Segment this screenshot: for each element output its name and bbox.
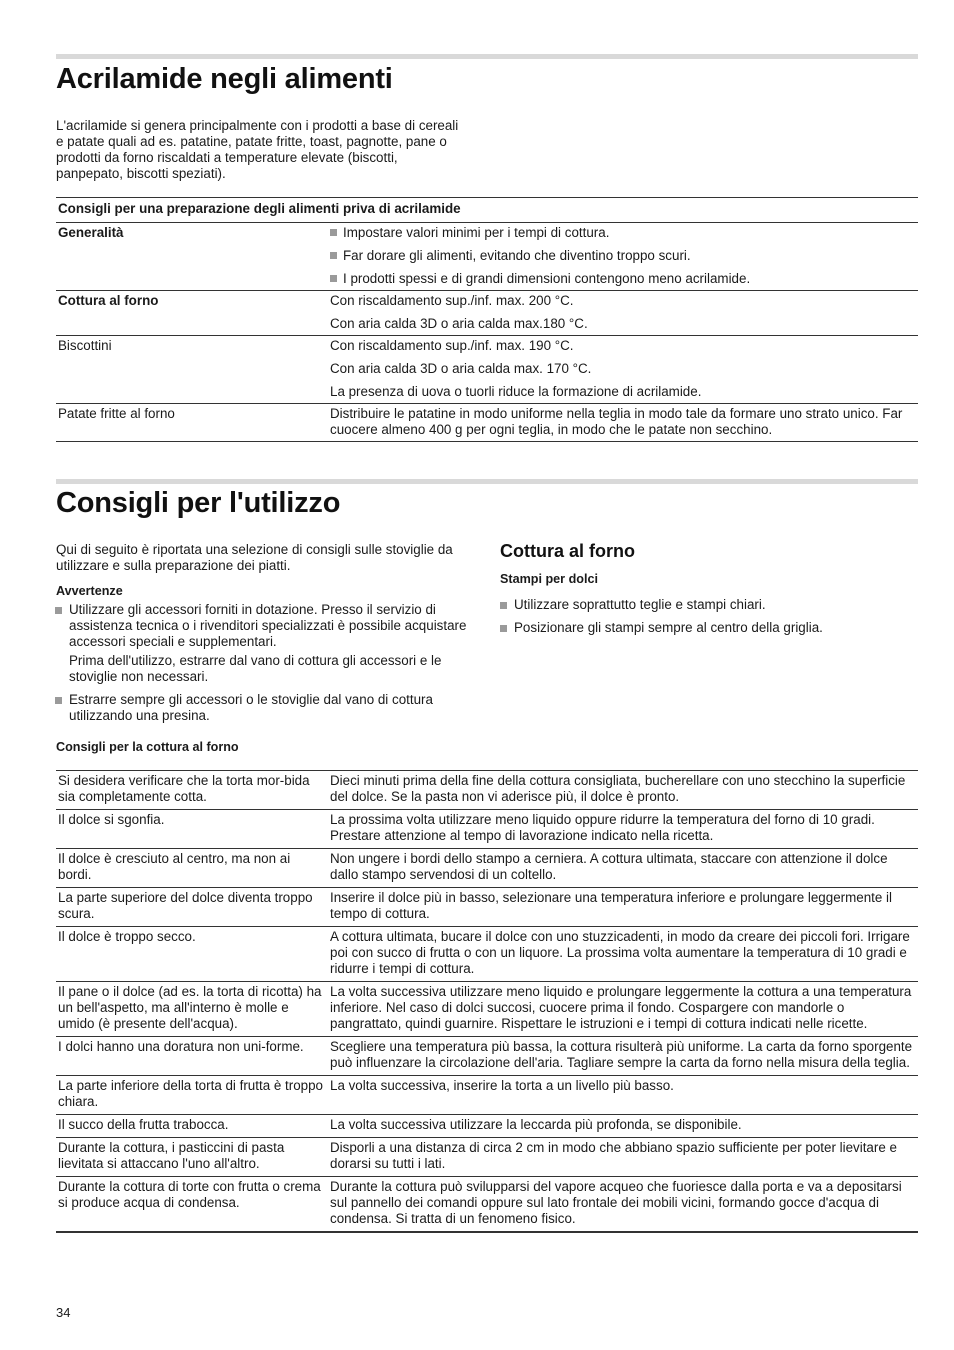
row-label: Biscottini xyxy=(58,338,112,353)
acrylamide-table xyxy=(56,197,918,442)
solution-cell: Inserire il dolce più in basso, selezionare una temperatura inferiore e prolungare leggermente il tempo di cottura. xyxy=(330,890,892,921)
solution-cell: La volta successiva, inserire la torta a un livello più basso. xyxy=(330,1078,674,1093)
warnings-list xyxy=(55,602,475,724)
problem-cell: I dolci hanno una doratura non uni-forme. xyxy=(58,1039,304,1054)
solution-cell: La volta successiva utilizzare la leccarda più profonda, se disponibile. xyxy=(330,1117,742,1132)
bullet-square-icon xyxy=(55,697,62,704)
problem-cell: La parte inferiore della torta di frutta è troppo chiara. xyxy=(58,1078,323,1109)
problem-cell: La parte superiore del dolce diventa troppo scura. xyxy=(58,890,313,921)
acrylamide-table-row xyxy=(56,404,918,442)
row-value-line xyxy=(330,271,914,287)
mold-tip-item xyxy=(500,597,918,613)
row-value-text: Con riscaldamento sup./inf. max. 200 °C. xyxy=(330,293,574,308)
row-values xyxy=(328,291,918,336)
row-value-text: La presenza di uova o tuorli riduce la formazione di acrilamide. xyxy=(330,384,702,399)
molds-heading: Stampi per dolci xyxy=(500,572,598,586)
warning-text: Estrarre sempre gli accessori o le stoviglie dal vano di cottura utilizzando una presina. xyxy=(69,692,433,723)
acrylamide-table-title: Consigli per una preparazione degli alimenti priva di acrilamide xyxy=(56,198,918,223)
solution-cell: Disporli a una distanza di circa 2 cm in modo che abbiano spazio sufficiente per poter lievitare e dorarsi su tutti i lati. xyxy=(330,1140,897,1171)
mold-tip-text: Utilizzare soprattutto teglie e stampi chiari. xyxy=(514,597,766,612)
row-label: Generalità xyxy=(58,225,124,240)
problem-cell: Durante la cottura, i pasticcini di pasta lievitata si attaccano l'uno all'altro. xyxy=(58,1140,285,1171)
mold-tip-item xyxy=(500,620,918,636)
page-number: 34 xyxy=(56,1305,71,1320)
row-label: Patate fritte al forno xyxy=(58,406,175,421)
tips-table-row xyxy=(56,1138,918,1177)
tips-table-row xyxy=(56,1177,918,1233)
problem-cell: Il succo della frutta trabocca. xyxy=(58,1117,229,1132)
section-divider xyxy=(56,479,918,484)
row-value-line xyxy=(330,361,914,377)
baking-tips-table xyxy=(56,770,918,1233)
row-value-text: Con riscaldamento sup./inf. max. 190 °C. xyxy=(330,338,574,353)
problem-cell: Il dolce è troppo secco. xyxy=(58,929,196,944)
problem-cell: Il dolce è cresciuto al centro, ma non ai bordi. xyxy=(58,851,291,882)
row-value-line xyxy=(330,338,914,354)
row-value-text: Con aria calda 3D o aria calda max.180 °C. xyxy=(330,316,588,331)
row-value-line xyxy=(330,406,914,438)
tips-table-row xyxy=(56,1076,918,1115)
row-value-line xyxy=(330,248,914,264)
tips-table-row xyxy=(56,927,918,982)
warning-item xyxy=(55,602,475,650)
row-value-text: Impostare valori minimi per i tempi di cottura. xyxy=(343,225,610,240)
section-title-usage-tips: Consigli per l'utilizzo xyxy=(56,487,341,519)
row-value-line xyxy=(330,316,914,332)
baking-heading: Cottura al forno xyxy=(500,541,635,561)
tips-heading: Consigli per la cottura al forno xyxy=(56,740,239,754)
tips-table-row xyxy=(56,810,918,849)
solution-cell: La prossima volta utilizzare meno liquido oppure ridurre la temperatura del forno di 10 gradi. Prestare attenzione al tempo di lavorazione indicato nella ricetta. xyxy=(330,812,875,843)
tips-table-row xyxy=(56,771,918,810)
row-value-line xyxy=(330,293,914,309)
row-label: Cottura al forno xyxy=(58,293,159,308)
row-values xyxy=(328,404,918,442)
usage-intro: Qui di seguito è riportata una selezione di consigli sulle stoviglie da utilizzare e sulla preparazione dei piatti. xyxy=(56,542,453,573)
solution-cell: Durante la cottura può svilupparsi del vapore acqueo che fuoriesce dalla porta e va a depositarsi sul pannello dei comandi oppure sul lato frontale dei mobili vicini, formando gocce d'acqua di condensa. Si tratta di un fenomeno fisico. xyxy=(330,1179,902,1226)
bullet-square-icon xyxy=(330,275,337,282)
problem-cell: Si desidera verificare che la torta mor-bida sia completamente cotta. xyxy=(58,773,310,804)
warning-note: Prima dell'utilizzo, estrarre dal vano di cottura gli accessori e le stoviglie non necessari. xyxy=(69,653,442,684)
tips-table-row xyxy=(56,849,918,888)
bullet-square-icon xyxy=(55,607,62,614)
acrylamide-table-row xyxy=(56,291,918,336)
row-values xyxy=(328,336,918,404)
section-divider xyxy=(56,54,918,59)
row-value-text: Far dorare gli alimenti, evitando che diventino troppo scuri. xyxy=(343,248,691,263)
warning-item xyxy=(55,692,475,724)
row-value-line xyxy=(330,384,914,400)
tips-table-row xyxy=(56,888,918,927)
problem-cell: Il pane o il dolce (ad es. la torta di ricotta) ha un bell'aspetto, ma all'interno è molle e umido (è presente dell'acqua). xyxy=(58,984,322,1031)
row-value-text: Distribuire le patatine in modo uniforme nella teglia in modo tale da formare uno strato unico. Far cuocere almeno 400 g per ogni teglia, in modo che le patate non secchino. xyxy=(330,406,903,437)
bullet-square-icon xyxy=(330,252,337,259)
section-title-acrylamide: Acrilamide negli alimenti xyxy=(56,63,393,95)
row-values xyxy=(328,223,918,291)
tips-table-row xyxy=(56,1115,918,1138)
tips-table-row xyxy=(56,1037,918,1076)
problem-cell: Il dolce si sgonfia. xyxy=(58,812,165,827)
solution-cell: A cottura ultimata, bucare il dolce con uno stuzzicadenti, in modo da creare dei piccoli fori. Irrigare poi con succo di frutta o con un liquore. La prossima volta aumentare la temperatura di 10 gradi e ridurre i tempi di cottura. xyxy=(330,929,910,976)
bullet-square-icon xyxy=(500,602,507,609)
solution-cell: Scegliere una temperatura più bassa, la cottura risulterà più uniforme. La carta da forno sporgente può influenzare la circolazione dell'aria. Tagliare sempre la carta da forno nella misura della teglia. xyxy=(330,1039,913,1070)
acrylamide-intro: L'acrilamide si genera principalmente con i prodotti a base di cereali e patate quali ad es. patatine, patate fritte, toast, pagnotte, pane o prodotti da forno riscaldati a temperature elevate (biscotti, panpepato, biscotti speziati). xyxy=(56,118,459,181)
molds-list xyxy=(500,597,918,636)
warnings-heading: Avvertenze xyxy=(56,584,123,598)
bullet-square-icon xyxy=(330,229,337,236)
bullet-square-icon xyxy=(500,625,507,632)
solution-cell: Non ungere i bordi dello stampo a cerniera. A cottura ultimata, staccare con attenzione il dolce dallo stampo servendosi di un coltello. xyxy=(330,851,888,882)
row-value-text: Con aria calda 3D o aria calda max. 170 °C. xyxy=(330,361,592,376)
problem-cell: Durante la cottura di torte con frutta o crema si produce acqua di condensa. xyxy=(58,1179,321,1210)
row-value-line xyxy=(330,225,914,241)
row-value-text: I prodotti spessi e di grandi dimensioni contengono meno acrilamide. xyxy=(343,271,751,286)
solution-cell: Dieci minuti prima della fine della cottura consigliata, bucherellare con uno stecchino la superficie del dolce. Se la pasta non vi aderisce più, il dolce è pronto. xyxy=(330,773,906,804)
acrylamide-table-row xyxy=(56,223,918,291)
tips-table-row xyxy=(56,982,918,1037)
warning-text: Utilizzare gli accessori forniti in dotazione. Presso il servizio di assistenza tecnica o i rivenditori specializzati è possibile acquistare accessori speciali e supplementari. xyxy=(69,602,467,649)
solution-cell: La volta successiva utilizzare meno liquido e prolungare leggermente la cottura a una temperatura inferiore. Nel caso di dolci succosi, cuocere prima il fondo. Cospargere con mandorle o pangrattato, quindi guarnire. Rispettare le istruzioni e i tempi di cottura indicati nelle ricette. xyxy=(330,984,912,1031)
mold-tip-text: Posizionare gli stampi sempre al centro della griglia. xyxy=(514,620,823,635)
acrylamide-table-row xyxy=(56,336,918,404)
